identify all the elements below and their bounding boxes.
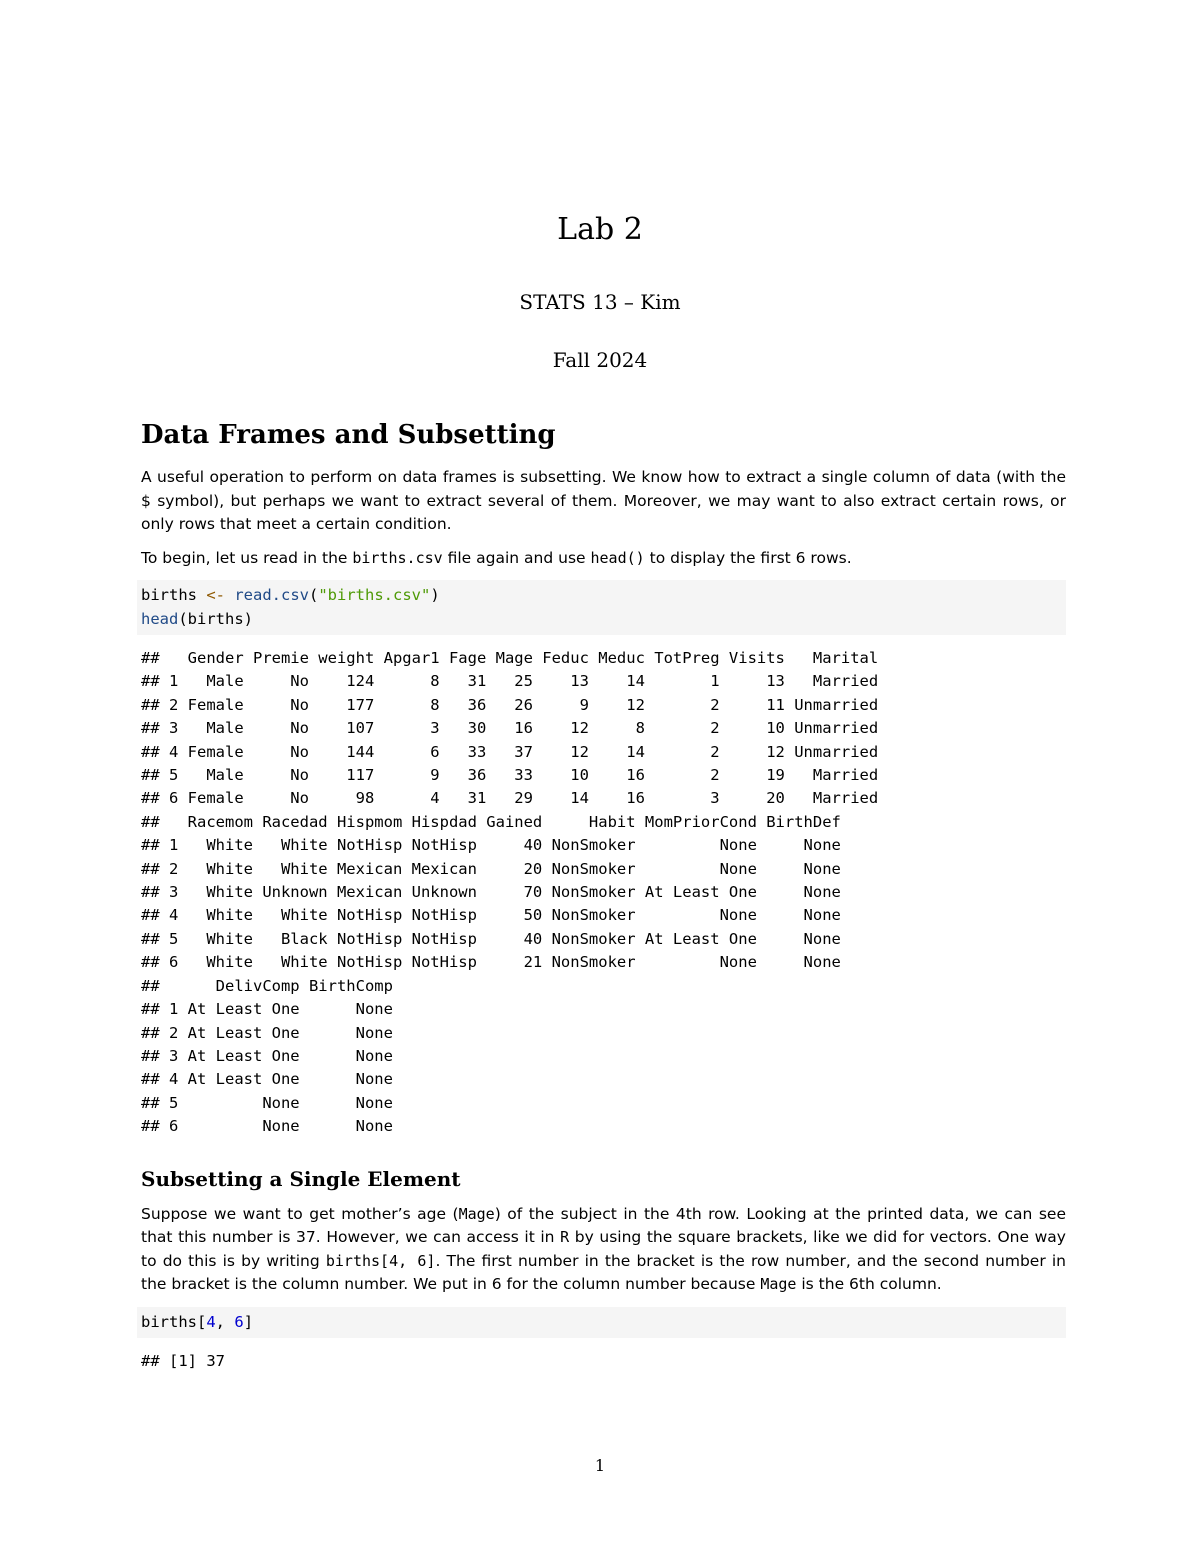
output-line: ## 5 None None <box>141 1093 393 1112</box>
code-token-string: "births.csv" <box>318 586 431 604</box>
code-token: (births) <box>178 609 253 628</box>
output-line: ## 4 White White NotHisp NotHisp 50 NonSmoker None None <box>141 906 841 925</box>
text-run: Suppose we want to get mother’s age ( <box>141 1204 459 1223</box>
output-line: ## 2 Female No 177 8 36 26 9 12 2 11 Unmarried <box>141 695 879 714</box>
main-content <box>141 418 1066 1373</box>
begin-paragraph <box>141 547 1066 571</box>
inline-code-births-csv: births.csv <box>352 548 443 567</box>
output-line: ## 5 White Black NotHisp NotHisp 40 NonSmoker At Least One None <box>141 929 841 948</box>
output-line: ## 1 At Least One None <box>141 1000 393 1019</box>
page-number: 1 <box>594 1456 606 1475</box>
inline-code-mage: Mage <box>760 1275 797 1294</box>
document-date: Fall 2024 <box>552 348 648 372</box>
text-run: To begin, let us read in the <box>141 548 353 567</box>
output-line: ## Racemom Racedad Hispmom Hispdad Gained Habit MomPriorCond BirthDef <box>141 812 841 831</box>
code-block-read-csv <box>137 580 1066 635</box>
single-element-paragraph <box>141 1203 1066 1297</box>
subsection-heading-single-element: Subsetting a Single Element <box>141 1166 461 1191</box>
code-token: births <box>141 586 207 604</box>
output-line: ## 2 At Least One None <box>141 1023 393 1042</box>
output-line: ## 6 White White NotHisp NotHisp 21 NonSmoker None None <box>141 953 841 972</box>
output-line: ## 1 White White NotHisp NotHisp 40 NonSmoker None None <box>141 836 841 855</box>
code-token-number: 4 <box>206 1312 216 1331</box>
inline-code-r: R <box>560 1228 570 1247</box>
inline-code-births-index: births[4, 6] <box>325 1251 436 1270</box>
code-token: ( <box>309 586 319 604</box>
code-token-number: 6 <box>234 1312 244 1331</box>
code-block-index <box>137 1307 1066 1339</box>
output-line: ## 3 Male No 107 3 30 16 12 8 2 10 Unmarried <box>141 719 879 738</box>
output-line: ## 6 Female No 98 4 31 29 14 16 3 20 Married <box>141 789 879 808</box>
document-author: STATS 13 – Kim <box>519 290 681 314</box>
text-run: to display the first 6 rows. <box>644 548 852 567</box>
intro-paragraph: A useful operation to perform on data frames is subsetting. We know how to extract a single column of data (with the $ symbol), but perhaps we want to extract several of them. Moreover, we may want to also extract certain rows, or only rows that meet a certain condition. <box>141 468 1066 533</box>
output-line: ## 4 At Least One None <box>141 1070 393 1089</box>
code-token-function: read.csv <box>234 586 309 604</box>
code-token: ] <box>243 1312 254 1331</box>
inline-code-head: head() <box>590 548 645 567</box>
code-token: births[ <box>141 1312 207 1331</box>
text-run: by using the square brackets, like we did for vectors. One way to do this is by writing <box>141 1228 1066 1270</box>
output-line: ## Gender Premie weight Apgar1 Fage Mage Feduc Meduc TotPreg Visits Marital <box>141 649 879 667</box>
output-line: ## 4 Female No 144 6 33 37 12 14 2 12 Unmarried <box>141 742 879 761</box>
output-line: ## 6 None None <box>141 1117 393 1136</box>
output-line: ## 3 At Least One None <box>141 1046 393 1065</box>
code-token: , <box>215 1312 235 1331</box>
text-run: . The first number in the bracket is the row number, and the second number in the bracket is the column number. We put in 6 for the column number because <box>141 1251 1066 1294</box>
console-output-index: ## [1] 37 <box>141 1352 225 1371</box>
document-title: Lab 2 <box>557 212 643 247</box>
inline-code-mage: Mage <box>458 1204 495 1223</box>
text-run: file again and use <box>442 548 591 567</box>
text-run: ) of the subject in the 4th row. Looking at the printed data, we can see that this number is 37. However, we can access it in <box>141 1204 1066 1247</box>
output-line: ## 1 Male No 124 8 31 25 13 14 1 13 Married <box>141 672 879 691</box>
code-token-assign: <- <box>206 586 225 604</box>
text-run: is the 6th column. <box>796 1275 942 1294</box>
console-output-head <box>141 647 1066 1139</box>
output-line: ## 2 White White Mexican Mexican 20 NonSmoker None None <box>141 859 841 878</box>
code-token-function: head <box>141 609 179 628</box>
output-line: ## 3 White Unknown Mexican Unknown 70 NonSmoker At Least One None <box>141 883 841 902</box>
section-heading-data-frames: Data Frames and Subsetting <box>141 420 556 450</box>
output-line: ## 5 Male No 117 9 36 33 10 16 2 19 Married <box>141 766 879 785</box>
code-token: ) <box>430 586 440 604</box>
code-token <box>225 586 234 604</box>
output-line: ## DelivComp BirthComp <box>141 976 393 995</box>
